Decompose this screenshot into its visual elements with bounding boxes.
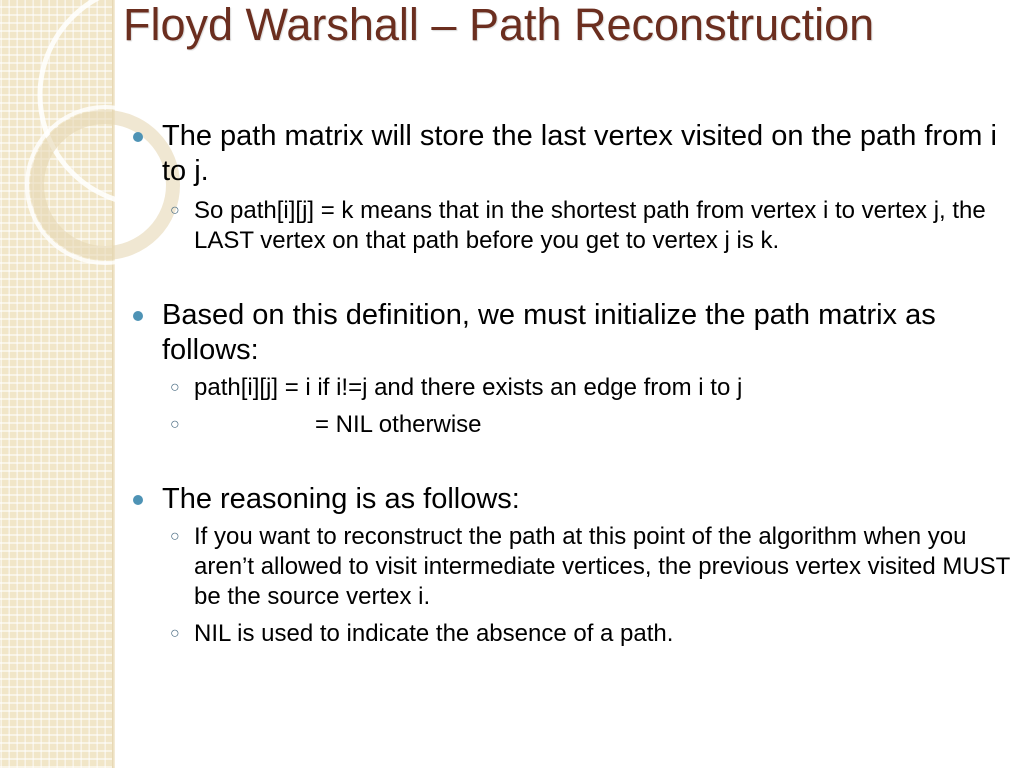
bullet-1 — [130, 119, 1020, 189]
slide-body — [130, 119, 1020, 649]
ring-bullet-icon: ○ — [170, 625, 180, 642]
ring-bullet-icon: ○ — [170, 202, 180, 219]
sub-bullet-3-1 — [130, 522, 1020, 612]
bullet-3-text: The reasoning is as follows: — [162, 483, 520, 515]
sub-bullet-1-1-text: So path[i][j] = k means that in the shortest path from vertex i to vertex j, the LAST vertex on that path before you get to vertex j is k. — [194, 197, 986, 254]
ring-bullet-icon: ○ — [170, 379, 180, 396]
sub-bullet-2-1-text: path[i][j] = i if i!=j and there exists an edge from i to j — [194, 374, 743, 401]
sub-bullet-2-2 — [130, 410, 1020, 440]
grid-panel-edge — [112, 0, 115, 768]
slide-title: Floyd Warshall – Path Reconstruction — [123, 0, 875, 50]
sub-bullet-3-2 — [130, 619, 1020, 649]
bullet-3 — [130, 482, 1020, 517]
bullet-2-text: Based on this definition, we must initialize the path matrix as follows: — [162, 299, 936, 366]
grid-pattern-background — [0, 0, 112, 768]
ring-bullet-icon: ○ — [170, 528, 180, 545]
sub-bullet-3-1-text: If you want to reconstruct the path at this point of the algorithm when you aren’t allowed to visit intermediate vertices, the previous vertex visited MUST be the source vertex i. — [194, 523, 1010, 610]
bullet-2 — [130, 298, 1020, 368]
sub-bullet-3-2-text: NIL is used to indicate the absence of a path. — [194, 620, 674, 647]
bullet-1-text: The path matrix will store the last vertex visited on the path from i to j. — [162, 120, 997, 187]
bullet-dot-icon — [133, 311, 143, 321]
sub-bullet-1-1 — [130, 196, 1020, 256]
sub-bullet-2-2-text: = NIL otherwise — [315, 411, 482, 438]
bullet-dot-icon — [133, 132, 143, 142]
sub-bullet-2-1 — [130, 373, 1020, 403]
ring-bullet-icon: ○ — [170, 416, 180, 433]
bullet-dot-icon — [133, 495, 143, 505]
